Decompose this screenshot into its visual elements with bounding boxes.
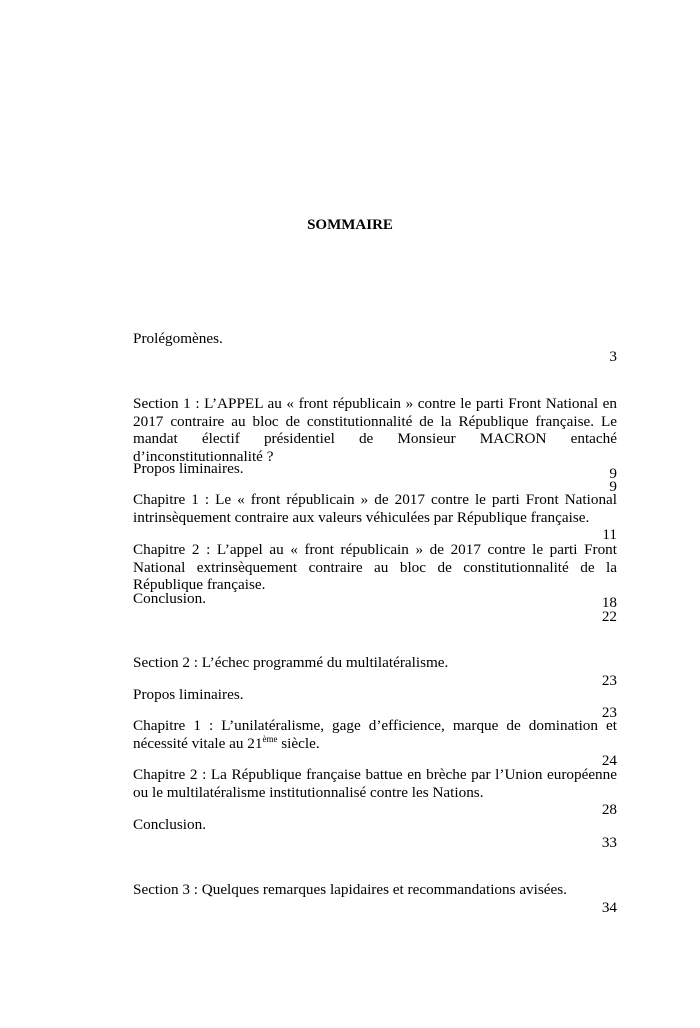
toc-entry-page: 3	[609, 347, 617, 365]
toc-entry-page: 33	[601, 833, 617, 851]
toc-entry-prolegomenes	[133, 330, 617, 365]
toc-entry-page: 9	[609, 477, 617, 495]
toc-entry-text: Section 3 : Quelques remarques lapidaires et recommandations avisées.	[133, 881, 567, 898]
toc-entry-text: Conclusion.	[133, 816, 206, 833]
toc-entry-page: 18	[601, 593, 617, 611]
toc-entry-text: Propos liminaires.	[133, 460, 244, 477]
toc-entry-page: 9	[609, 465, 617, 482]
toc-entry-conclusion-1	[133, 590, 617, 625]
toc-entry-text: Propos liminaires.	[133, 686, 244, 703]
toc-entry-section-2	[133, 654, 617, 689]
toc-entry-text: Chapitre 2 : L’appel au « front républicain » de 2017 contre le parti Front National extrinsèquement contraire au bloc de constitutionnalité de la République française.	[133, 541, 617, 593]
toc-entry-page: 11	[602, 526, 617, 543]
page-title: SOMMAIRE	[307, 217, 393, 233]
toc-entry-propos-liminaires-2	[133, 686, 617, 721]
toc-entry-page: 34	[601, 898, 617, 916]
toc-entry-text: Conclusion.	[133, 590, 206, 607]
toc-entry-section-3	[133, 881, 617, 916]
toc-entry-chapitre-1-2	[133, 717, 617, 770]
toc-entry-text: Chapitre 1 : Le « front républicain » de 2017 contre le parti Front National intrinsèquement contraire aux valeurs véhiculées par République française.	[133, 491, 617, 526]
toc-entry-text-part: siècle.	[277, 734, 320, 752]
toc-entry-conclusion-2	[133, 816, 617, 851]
toc-entry-text	[133, 717, 617, 752]
toc-entry-text: Section 2 : L’échec programmé du multilatéralisme.	[133, 654, 449, 671]
toc-entry-page: 28	[601, 801, 617, 818]
toc-entry-page: 23	[601, 671, 617, 689]
toc-entry-text: Section 1 : L’APPEL au « front républicain » contre le parti Front National en 2017 contraire au bloc de constitutionnalité de la République française. Le mandat électif présidentiel de Monsieur MACRON entaché d’inconstitutionnalité ?	[133, 395, 617, 465]
toc-entry-page: 24	[601, 752, 617, 769]
toc-entry-text-part: Chapitre 1 : L’unilatéralisme, gage d’efficience, marque de domination et nécessité vitale au 21	[133, 717, 617, 752]
toc-entry-text: Chapitre 2 : La République française battue en brèche par l’Union européenne ou le multilatéralisme institutionnalisé contre les Nations.	[133, 766, 617, 801]
toc-entry-page: 22	[601, 607, 617, 625]
toc-entry-page: 23	[601, 703, 617, 721]
toc-entry-text: Prolégomènes.	[133, 330, 223, 347]
toc-entry-chapitre-1-1	[133, 491, 617, 544]
toc-entry-chapitre-2-2	[133, 766, 617, 819]
toc-entry-superscript: ème	[262, 733, 278, 744]
toc-entry-propos-liminaires-1	[133, 460, 617, 495]
